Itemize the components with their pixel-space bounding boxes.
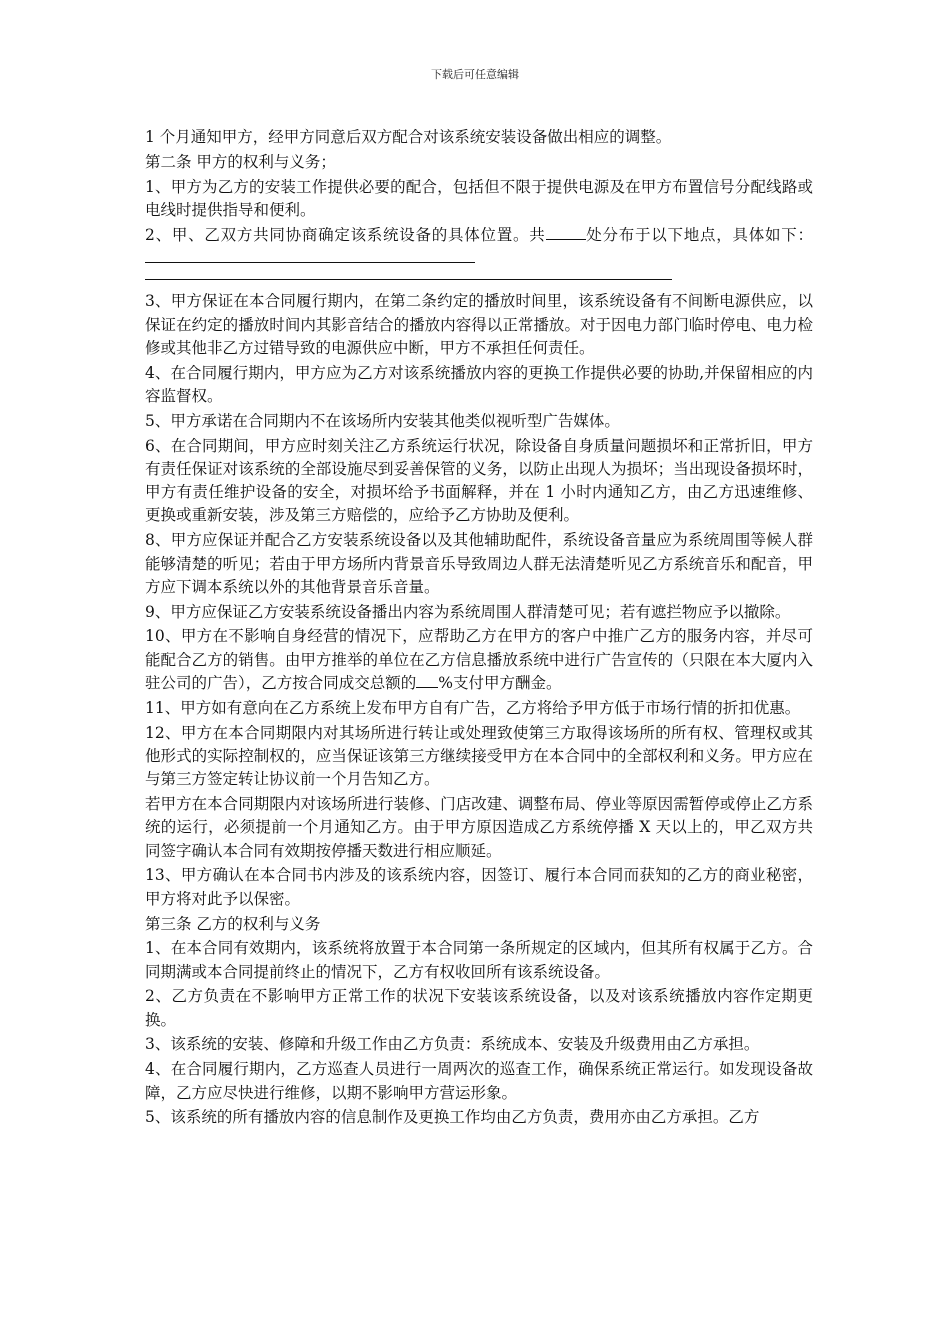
paragraph: 3、甲方保证在本合同履行期内，在第二条约定的播放时间里，该系统设备有不间断电源供应，以保证在约定的播放时间内其影音结合的播放内容得以正常播放。对于因电力部门临时停电、电力检修或其他非乙方过错导致的电源供应中断，甲方不承担任何责任。: [145, 292, 813, 357]
paragraph: 1 个月通知甲方，经甲方同意后双方配合对该系统安装设备做出相应的调整。: [145, 128, 672, 146]
paragraph: 6、在合同期间，甲方应时刻关注乙方系统运行状况，除设备自身质量问题损坏和正常折旧，甲方有责任保证对该系统的全部设施尽到妥善保管的义务，以防止出现人为损坏；当出现设备损坏时，甲方有责任维护设备的安全，对损坏给予书面解释，并在 1 小时内通知乙方，由乙方迅速维修、更换或重新安装，涉及第三方赔偿的，应给予乙方协助及便利。: [145, 436, 813, 525]
paragraph: 8、甲方应保证并配合乙方安装系统设备以及其他辅助配件，系统设备音量应为系统周围等候人群能够清楚的听见；若由于甲方场所内背景音乐导致周边人群无法清楚听见乙方系统音乐和配音，甲方应下调本系统以外的其他背景音乐音量。: [145, 531, 813, 596]
paragraph: 4、在合同履行期内，乙方巡查人员进行一周两次的巡查工作，确保系统正常运行。如发现设备故障，乙方应尽快进行维修，以期不影响甲方营运形象。: [145, 1060, 813, 1102]
paragraph: 1、在本合同有效期内，该系统将放置于本合同第一条所规定的区域内，但其所有权属于乙方。合同期满或本合同提前终止的情况下，乙方有权收回所有该系统设备。: [145, 939, 813, 981]
paragraph: 若甲方在本合同期限内对该场所进行装修、门店改建、调整布局、停业等原因需暂停或停止乙方系统的运行，必须提前一个月通知乙方。由于甲方原因造成乙方系统停播 X 天以上的，甲乙双方共同签字确认本合同有效期按停播天数进行相应顺延。: [145, 795, 813, 860]
paragraph: [145, 625, 813, 695]
fill-blank-locations: [145, 262, 475, 263]
contract-body: [145, 126, 813, 1131]
paragraph: 4、在合同履行期内，甲方应为乙方对该系统播放内容的更换工作提供必要的协助,并保留相应的内容监督权。: [145, 363, 813, 405]
paragraph: 2、乙方负责在不影响甲方正常工作的状况下安装该系统设备，以及对该系统播放内容作定期更换。: [145, 987, 813, 1029]
paragraph: 3、该系统的安装、修障和升级工作由乙方负责：系统成本、安装及升级费用由乙方承担。: [145, 1035, 760, 1054]
paragraph: 5、该系统的所有播放内容的信息制作及更换工作均由乙方负责，费用亦由乙方承担。乙方: [145, 1108, 760, 1127]
paragraph-text: %支付甲方酬金。: [438, 674, 562, 693]
paragraph: 1、甲方为乙方的安装工作提供必要的配合，包括但不限于提供电源及在甲方布置信号分配线路或电线时提供指导和便利。: [145, 177, 813, 219]
paragraph-text: 处分布于以下地点，具体如下：: [585, 225, 813, 244]
fill-blank-count: [546, 239, 586, 240]
page-header-note: 下载后可任意编辑: [431, 68, 519, 81]
paragraph: 13、甲方确认在本合同书内涉及的该系统内容，因签订、履行本合同而获知的乙方的商业秘密，甲方将对此予以保密。: [145, 866, 813, 908]
paragraph: 12、甲方在本合同期限内对其场所进行转让或处理致使第三方取得该场所的所有权、管理权或其他形式的实际控制权的，应当保证该第三方继续接受甲方在本合同中的全部权利和义务。甲方应在与第三方签定转让协议前一个月告知乙方。: [145, 723, 813, 789]
fill-blank-line: [145, 279, 672, 280]
paragraph: 9、甲方应保证乙方安装系统设备播出内容为系统周围人群清楚可见；若有遮拦物应予以撤除。: [145, 602, 791, 621]
paragraph-text: 10、甲方在不影响自身经营的情况下，应帮助乙方在甲方的客户中推广乙方的服务内容，并尽可能配合乙方的销售。由甲方推举的单位在乙方信息播放系统中进行广告宣传的（只限在本大厦内入驻公司的广告），乙方按合同成交总额的: [145, 627, 813, 693]
section-heading: 第二条 甲方的权利与义务；: [145, 152, 336, 171]
paragraph: 5、甲方承诺在合同期内不在该场所内安装其他类似视听型广告媒体。: [145, 411, 620, 430]
paragraph: [145, 224, 813, 281]
section-heading: 第三条 乙方的权利与义务: [145, 914, 321, 933]
paragraph-text: 2、甲、乙双方共同协商确定该系统设备的具体位置。共: [145, 225, 546, 244]
paragraph: 11、甲方如有意向在乙方系统上发布甲方自有广告，乙方将给予甲方低于市场行情的折扣优惠。: [145, 698, 801, 717]
fill-blank-percent: [416, 687, 438, 688]
